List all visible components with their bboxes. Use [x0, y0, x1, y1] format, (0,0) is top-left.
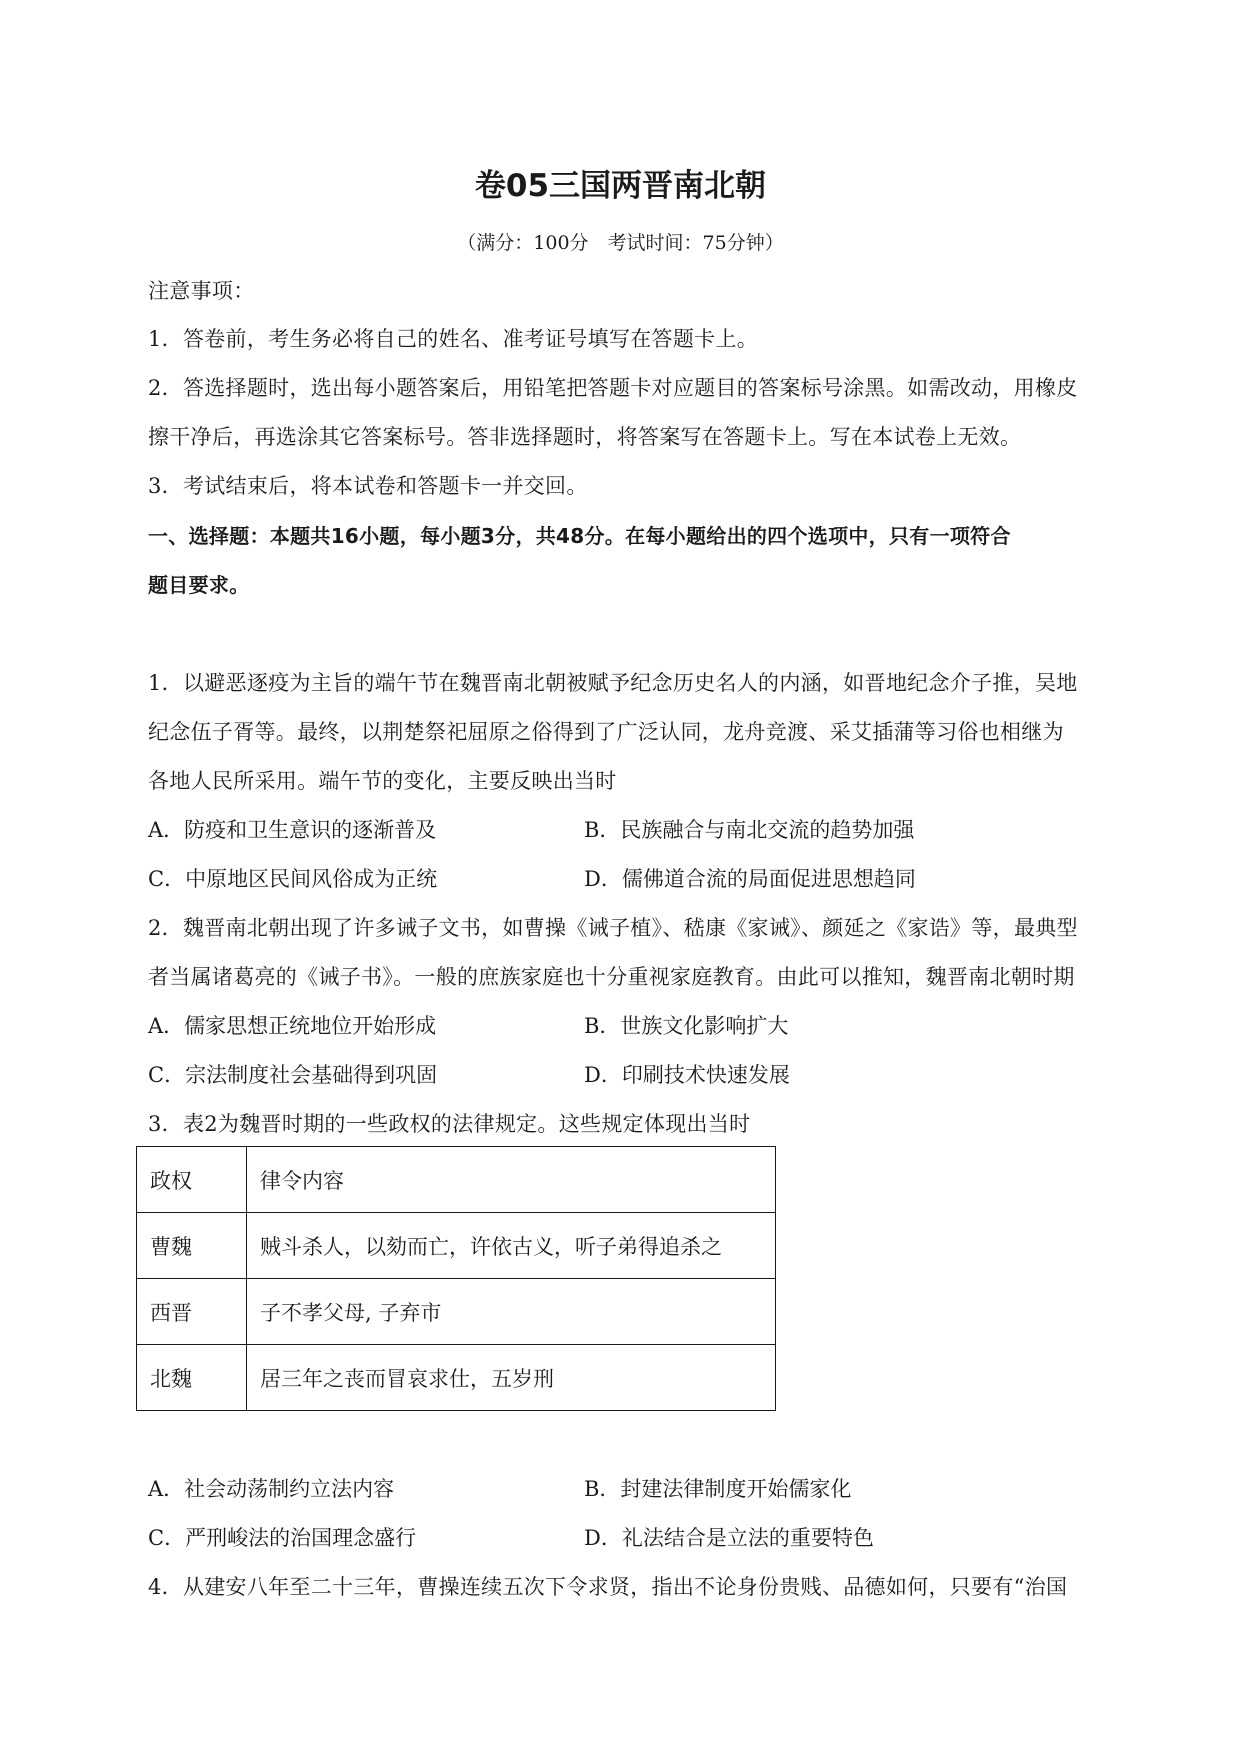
- table-row: [137, 1345, 776, 1411]
- question-1-stem: 各地人民所采用。端午节的变化，主要反映出当时: [148, 769, 617, 793]
- notice-heading: 注意事项：: [148, 279, 255, 303]
- question-3-option-a[interactable]: A．社会动荡制约立法内容: [148, 1477, 395, 1501]
- table-cell: 北魏: [137, 1345, 247, 1411]
- table-header-cell: 律令内容: [247, 1147, 776, 1213]
- question-1-option-a[interactable]: A．防疫和卫生意识的逐渐普及: [148, 818, 437, 842]
- question-2-stem: 者当属诸葛亮的《诫子书》。一般的庶族家庭也十分重视家庭教育。由此可以推知，魏晋南北朝时期: [148, 965, 1075, 989]
- page-title: 卷05三国两晋南北朝: [474, 168, 767, 204]
- table-cell: 曹魏: [137, 1213, 247, 1279]
- question-2-option-c[interactable]: C．宗法制度社会基础得到巩固: [148, 1063, 438, 1087]
- law-table: [136, 1146, 776, 1411]
- question-3-option-c[interactable]: C．严刑峻法的治国理念盛行: [148, 1526, 417, 1550]
- question-1-stem: 纪念伍子胥等。最终，以荆楚祭祀屈原之俗得到了广泛认同，龙舟竞渡、采艾插蒲等习俗也相继为: [148, 720, 1064, 744]
- question-1-stem: 1．以避恶逐疫为主旨的端午节在魏晋南北朝被赋予纪念历史名人的内涵，如晋地纪念介子推，吴地: [148, 671, 1078, 695]
- question-1-option-d[interactable]: D．儒佛道合流的局面促进思想趋同: [584, 867, 916, 891]
- notice-line: 1．答卷前，考生务必将自己的姓名、准考证号填写在答题卡上。: [148, 327, 759, 351]
- question-3-stem: 3．表2为魏晋时期的一些政权的法律规定。这些规定体现出当时: [148, 1112, 751, 1136]
- question-1-option-c[interactable]: C．中原地区民间风俗成为正统: [148, 867, 438, 891]
- question-1-option-b[interactable]: B．民族融合与南北交流的趋势加强: [584, 818, 915, 842]
- table-header-row: [137, 1147, 776, 1213]
- section-heading: 题目要求。: [148, 573, 250, 597]
- section-heading: 一、选择题：本题共16小题，每小题3分，共48分。在每小题给出的四个选项中，只有一项符合: [148, 524, 1011, 548]
- table-cell: 居三年之丧而冒哀求仕，五岁刑: [247, 1345, 776, 1411]
- table-header-cell: 政权: [137, 1147, 247, 1213]
- question-3-option-d[interactable]: D．礼法结合是立法的重要特色: [584, 1526, 874, 1550]
- question-4-stem: 4．从建安八年至二十三年，曹操连续五次下令求贤，指出不论身份贵贱、品德如何，只要有“治国: [148, 1575, 1068, 1599]
- question-2-option-a[interactable]: A．儒家思想正统地位开始形成: [148, 1014, 437, 1038]
- notice-line: 2．答选择题时，选出每小题答案后，用铅笔把答题卡对应题目的答案标号涂黑。如需改动，用橡皮: [148, 376, 1078, 400]
- table-row: [137, 1279, 776, 1345]
- table-cell: 西晋: [137, 1279, 247, 1345]
- notice-line: 擦干净后，再选涂其它答案标号。答非选择题时，将答案写在答题卡上。写在本试卷上无效。: [148, 425, 1022, 449]
- table-row: [137, 1213, 776, 1279]
- question-2-stem: 2．魏晋南北朝出现了许多诫子文书，如曹操《诫子植》、嵇康《家诫》、颜延之《家诰》等，最典型: [148, 916, 1078, 940]
- table-cell: 子不孝父母, 子弃市: [247, 1279, 776, 1345]
- table-cell: 贼斗杀人，以劾而亡，许依古义，听子弟得追杀之: [247, 1213, 776, 1279]
- page-subtitle: （满分：100分 考试时间：75分钟）: [457, 232, 784, 254]
- question-3-option-b[interactable]: B．封建法律制度开始儒家化: [584, 1477, 852, 1501]
- question-2-option-d[interactable]: D．印刷技术快速发展: [584, 1063, 790, 1087]
- question-2-option-b[interactable]: B．世族文化影响扩大: [584, 1014, 789, 1038]
- notice-line: 3．考试结束后，将本试卷和答题卡一并交回。: [148, 474, 588, 498]
